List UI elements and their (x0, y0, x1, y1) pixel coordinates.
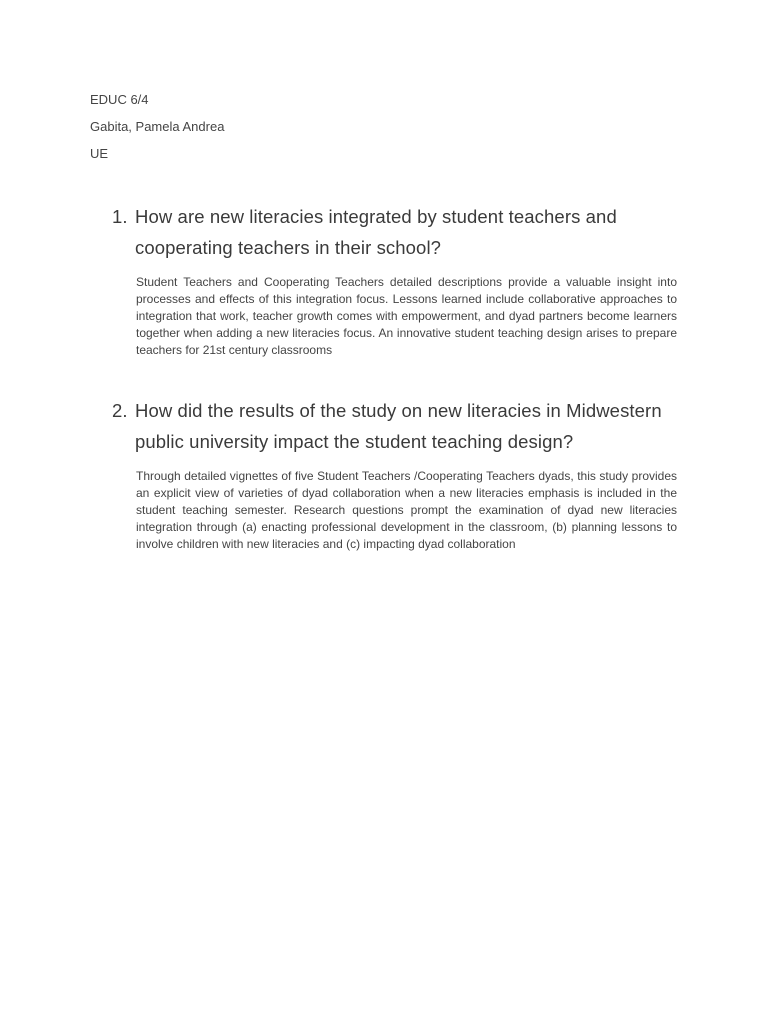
question-text: How did the results of the study on new literacies in Midwestern public university impact the student teaching design? (135, 400, 662, 452)
question-item-2 (112, 396, 682, 553)
question-number: 2. (112, 400, 128, 421)
school-name: UE (90, 146, 109, 161)
question-item-1 (112, 202, 682, 359)
question-heading (112, 396, 682, 457)
student-name: Gabita, Pamela Andrea (90, 119, 225, 134)
question-text: How are new literacies integrated by student teachers and cooperating teachers in their school? (135, 206, 617, 258)
answer-paragraph: Through detailed vignettes of five Student Teachers /Cooperating Teachers dyads, this study provides an explicit view of varieties of dyad collaboration when a new literacies emphasis is included in the student teaching semester. Research questions prompt the examination of dyad new literacies integration through (a) enacting professional development in the classroom, (b) planning lessons to involve children with new literacies and (c) impacting dyad collaboration (136, 469, 677, 551)
document-header (90, 93, 490, 174)
question-heading (112, 202, 682, 263)
question-number: 1. (112, 206, 128, 227)
course-code: EDUC 6/4 (90, 92, 149, 107)
answer-paragraph: Student Teachers and Cooperating Teachers detailed descriptions provide a valuable insight into processes and effects of this integration focus. Lessons learned include collaborative approaches to integration that work, teacher growth comes with empowerment, and dyad partners become learners together when adding a new literacies focus. An innovative student teaching design arises to prepare teachers for 21st century classrooms (136, 275, 677, 357)
